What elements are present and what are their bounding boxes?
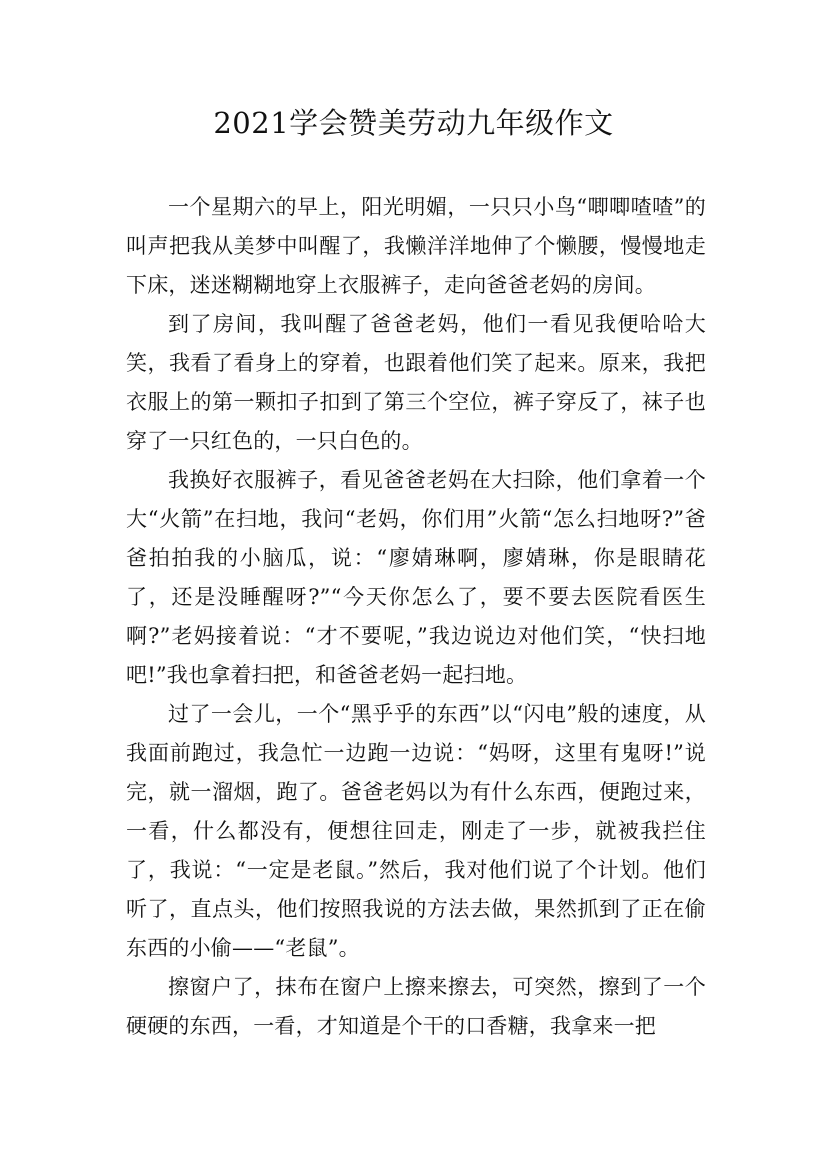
paragraph: 过了一会儿，一个“黑乎乎的东西”以“闪电”般的速度，从我面前跑过，我急忙一边跑一边说：“妈呀，这里有鬼呀!”说完，就一溜烟，跑了。爸爸老妈以为有什么东西，便跑过来，一看，什么都没有，便想往回走，刚走了一步，就被我拦住了，我说：“一定是老鼠。”然后，我对他们说了个计划。他们听了，直点头，他们按照我说的方法去做，果然抓到了正在偷东西的小偷——“老鼠”。 [126,702,706,960]
document-body [126,188,706,1046]
document-title: 2021学会赞美劳动九年级作文 [213,106,614,140]
paragraph: 擦窗户了，抹布在窗户上擦来擦去，可突然，擦到了一个硬硬的东西，一看，才知道是个干的口香糖，我拿来一把 [126,975,706,1038]
paragraph: 到了房间，我叫醒了爸爸老妈，他们一看见我便哈哈大笑，我看了看身上的穿着，也跟着他们笑了起来。原来，我把衣服上的第一颗扣子扣到了第三个空位，裤子穿反了，袜子也穿了一只红色的，一只白色的。 [126,312,706,453]
paragraph: 一个星期六的早上，阳光明媚，一只只小鸟“唧唧喳喳”的叫声把我从美梦中叫醒了，我懒洋洋地伸了个懒腰，慢慢地走下床，迷迷糊糊地穿上衣服裤子，走向爸爸老妈的房间。 [126,195,706,297]
paragraph: 我换好衣服裤子，看见爸爸老妈在大扫除，他们拿着一个大“火箭”在扫地，我问“老妈，你们用”火箭“怎么扫地呀?”爸爸拍拍我的小脑瓜，说：“廖婧琳啊，廖婧琳，你是眼睛花了，还是没睡醒呀?”“今天你怎么了，要不要去医院看医生啊?”老妈接着说：“才不要呢，”我边说边对他们笑，“快扫地吧!”我也拿着扫把，和爸爸老妈一起扫地。 [126,468,706,687]
